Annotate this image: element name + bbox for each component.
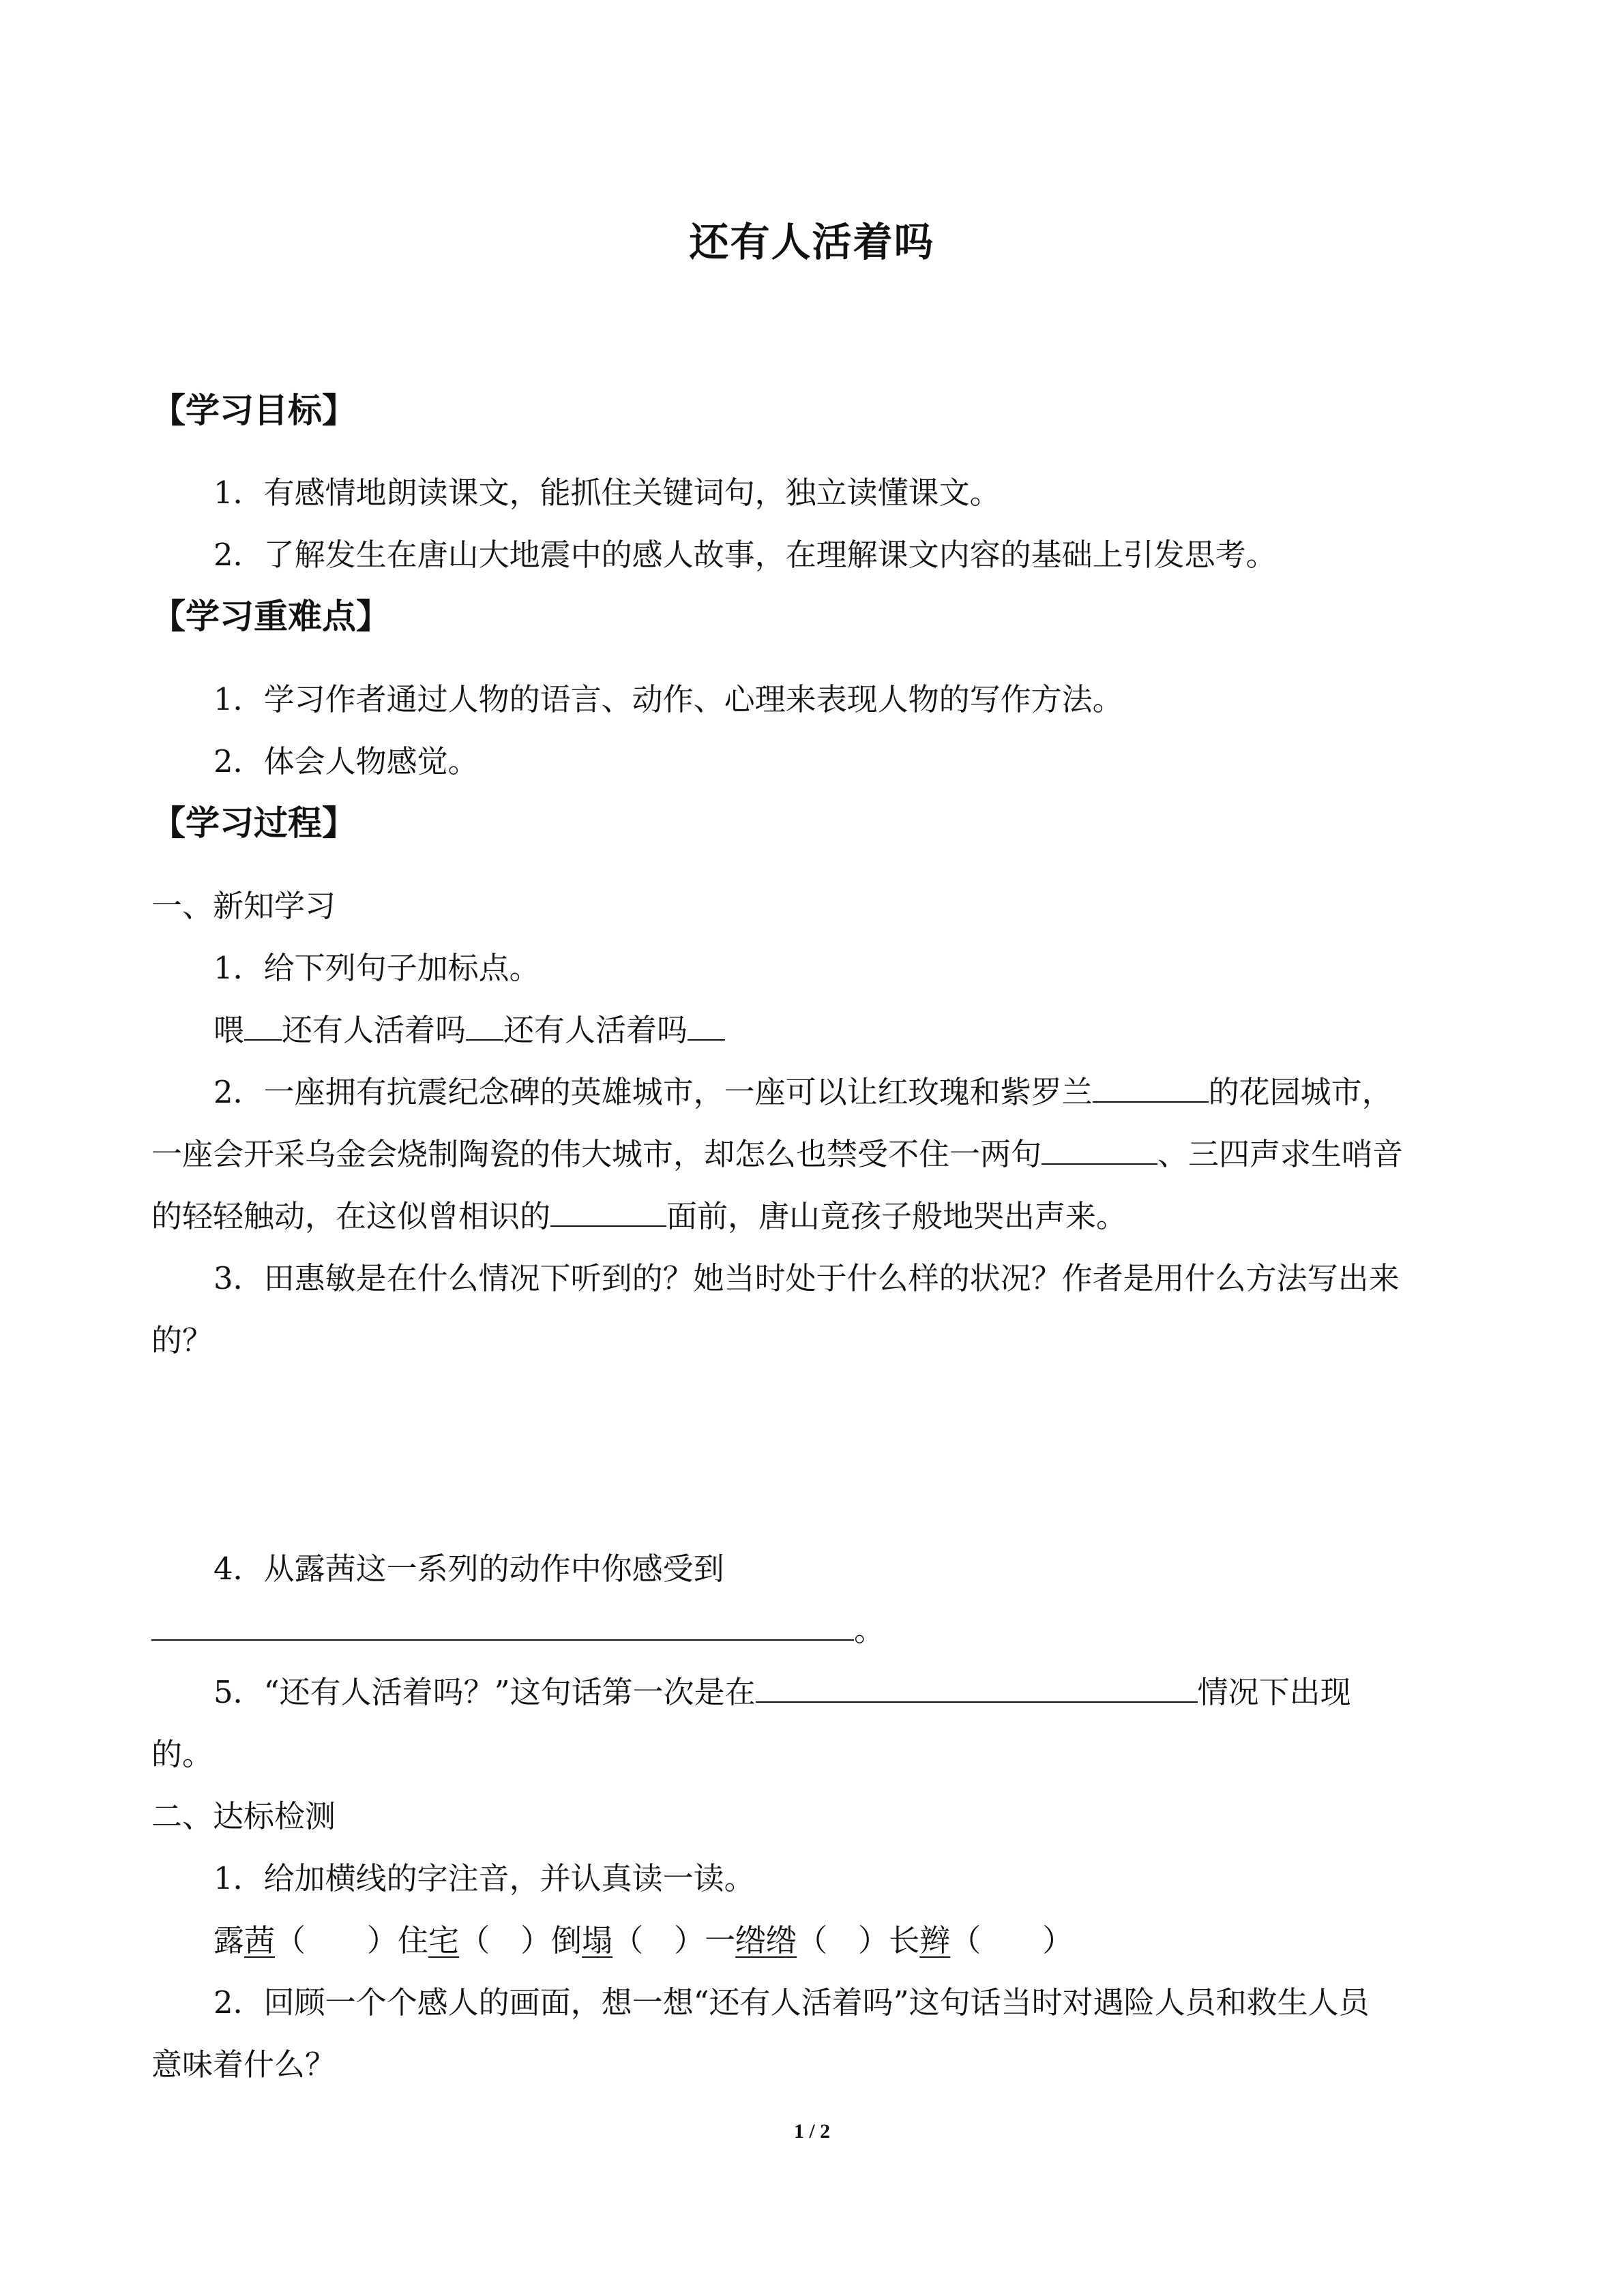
fill-blank[interactable] — [550, 1197, 666, 1227]
fill-blank[interactable] — [756, 1673, 1198, 1703]
punctuation-blank[interactable] — [244, 1011, 282, 1041]
punctuation-blank[interactable] — [466, 1011, 503, 1041]
part1-heading: 一、新知学习 — [151, 888, 336, 924]
q5-line: 5．“还有人活着吗？”这句话第一次是在 情况下出现 — [213, 1674, 1351, 1710]
q2-line: 的轻轻触动，在这似曾相识的 面前，唐山竟孩子般地哭出声来。 — [151, 1198, 1127, 1234]
q4-answer-line: 。 — [151, 1611, 885, 1650]
page-title: 还有人活着吗 — [689, 219, 935, 265]
punctuation-blank[interactable] — [688, 1011, 725, 1041]
fill-blank[interactable] — [1042, 1135, 1157, 1165]
objective-item: 1．有感情地朗读课文，能抓住关键词句，独立读懂课文。 — [213, 475, 1001, 511]
objective-item: 2．了解发生在唐山大地震中的感人故事，在理解课文内容的基础上引发思考。 — [213, 537, 1277, 573]
q3-line: 的？ — [151, 1322, 213, 1358]
pinyin-words — [213, 1921, 1073, 1960]
heading-process: 【学习过程】 — [151, 803, 356, 843]
word-item: 住宅（ ） — [398, 1922, 552, 1958]
p2-q2-line: 意味着什么？ — [151, 2046, 336, 2083]
part2-heading: 二、达标检测 — [151, 1798, 336, 1834]
heading-objectives: 【学习目标】 — [151, 391, 356, 430]
fill-blank[interactable] — [1093, 1073, 1209, 1103]
q1-sentence: 喂 还有人活着吗 还有人活着吗 — [213, 1011, 725, 1050]
word-item: 长辫（ ） — [889, 1922, 1074, 1958]
q4-prompt: 4．从露茜这一系列的动作中你感受到 — [213, 1551, 724, 1587]
q1-prompt: 1．给下列句子加标点。 — [213, 950, 540, 986]
key-point-item: 1．学习作者通过人物的语言、动作、心理来表现人物的写作方法。 — [213, 681, 1123, 717]
word-item: 露茜（ ） — [213, 1922, 398, 1958]
q2-line: 2．一座拥有抗震纪念碑的英雄城市，一座可以让红玫瑰和紫罗兰 的花园城市， — [213, 1074, 1393, 1110]
word-item: 一绺绺（ ） — [705, 1922, 889, 1958]
p2-q1-prompt: 1．给加横线的字注音，并认真读一读。 — [213, 1860, 755, 1896]
q2-line: 一座会开采乌金会烧制陶瓷的伟大城市，却怎么也禁受不住一两句 、三四声求生哨音 — [151, 1136, 1404, 1172]
word-item: 倒塌（ ） — [551, 1922, 705, 1958]
page-number: 1 / 2 — [793, 2120, 831, 2143]
key-point-item: 2．体会人物感觉。 — [213, 743, 479, 779]
q5-line: 的。 — [151, 1736, 213, 1772]
p2-q2-line: 2．回顾一个个感人的画面，想一想“还有人活着吗”这句话当时对遇险人员和救生人员 — [213, 1984, 1370, 2021]
q3-line: 3．田惠敏是在什么情况下听到的？她当时处于什么样的状况？作者是用什么方法写出来 — [213, 1260, 1400, 1296]
answer-blank[interactable] — [151, 1611, 854, 1641]
heading-key-points: 【学习重难点】 — [151, 597, 390, 636]
